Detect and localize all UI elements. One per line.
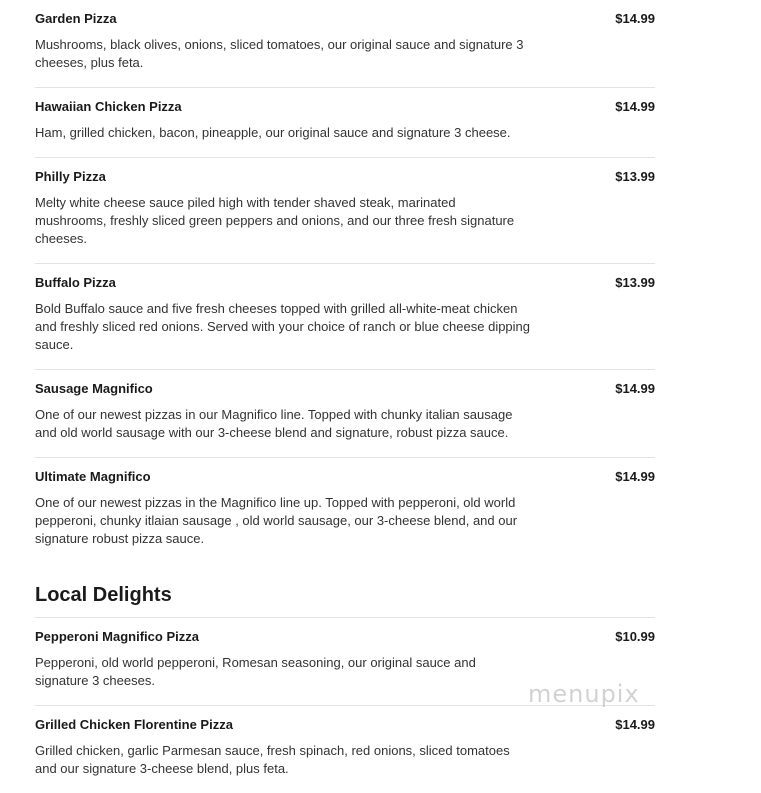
menu-item	[35, 87, 655, 157]
item-name: Grilled Chicken Florentine Pizza	[35, 717, 233, 732]
menu-item	[35, 0, 655, 87]
item-description: Melty white cheese sauce piled high with tender shaved steak, marinated mushrooms, freshly sliced green peppers and onions, and our three fresh signature cheeses.	[35, 195, 515, 246]
item-price: $14.99	[615, 99, 655, 114]
item-name: Sausage Magnifico	[35, 381, 153, 396]
item-price: $13.99	[615, 275, 655, 290]
menu-item	[35, 263, 655, 369]
item-description: One of our newest pizzas in our Magnifico line. Topped with chunky italian sausage and old world sausage with our 3-cheese blend and signature, robust pizza sauce.	[35, 407, 513, 440]
item-name: Garden Pizza	[35, 11, 117, 26]
item-description: Mushrooms, black olives, onions, sliced tomatoes, our original sauce and signature 3 cheeses, plus feta.	[35, 37, 524, 70]
item-name: Buffalo Pizza	[35, 275, 116, 290]
menu-item	[35, 705, 655, 793]
item-description: Grilled chicken, garlic Parmesan sauce, fresh spinach, red onions, sliced tomatoes and our signature 3-cheese blend, plus feta.	[35, 743, 510, 776]
menu-item	[35, 369, 655, 457]
menu-item	[35, 457, 655, 563]
menu-section-pizzas	[35, 0, 655, 563]
item-price: $14.99	[615, 11, 655, 26]
item-price: $14.99	[615, 469, 655, 484]
item-name: Hawaiian Chicken Pizza	[35, 99, 182, 114]
item-price: $14.99	[615, 717, 655, 732]
item-price: $14.99	[615, 381, 655, 396]
section-title: Local Delights	[35, 584, 172, 606]
item-price: $10.99	[615, 629, 655, 644]
menu-page	[35, 0, 655, 793]
item-name: Philly Pizza	[35, 169, 106, 184]
item-description: Ham, grilled chicken, bacon, pineapple, our original sauce and signature 3 cheese.	[35, 125, 511, 140]
item-name: Pepperoni Magnifico Pizza	[35, 629, 199, 644]
item-description: One of our newest pizzas in the Magnifico line up. Topped with pepperoni, old world pepperoni, chunky itlaian sausage , old world sausage, our 3-cheese blend, and our signature robust pizza sauce.	[35, 495, 518, 546]
item-description: Pepperoni, old world pepperoni, Romesan seasoning, our original sauce and signature 3 cheeses.	[35, 655, 476, 688]
item-description: Bold Buffalo sauce and five fresh cheeses topped with grilled all-white-meat chicken and freshly sliced red onions. Served with your choice of ranch or blue cheese dipping sauce.	[35, 301, 531, 352]
menu-item	[35, 157, 655, 263]
watermark-logo: menupix	[528, 680, 640, 708]
item-price: $13.99	[615, 169, 655, 184]
item-name: Ultimate Magnifico	[35, 469, 151, 484]
